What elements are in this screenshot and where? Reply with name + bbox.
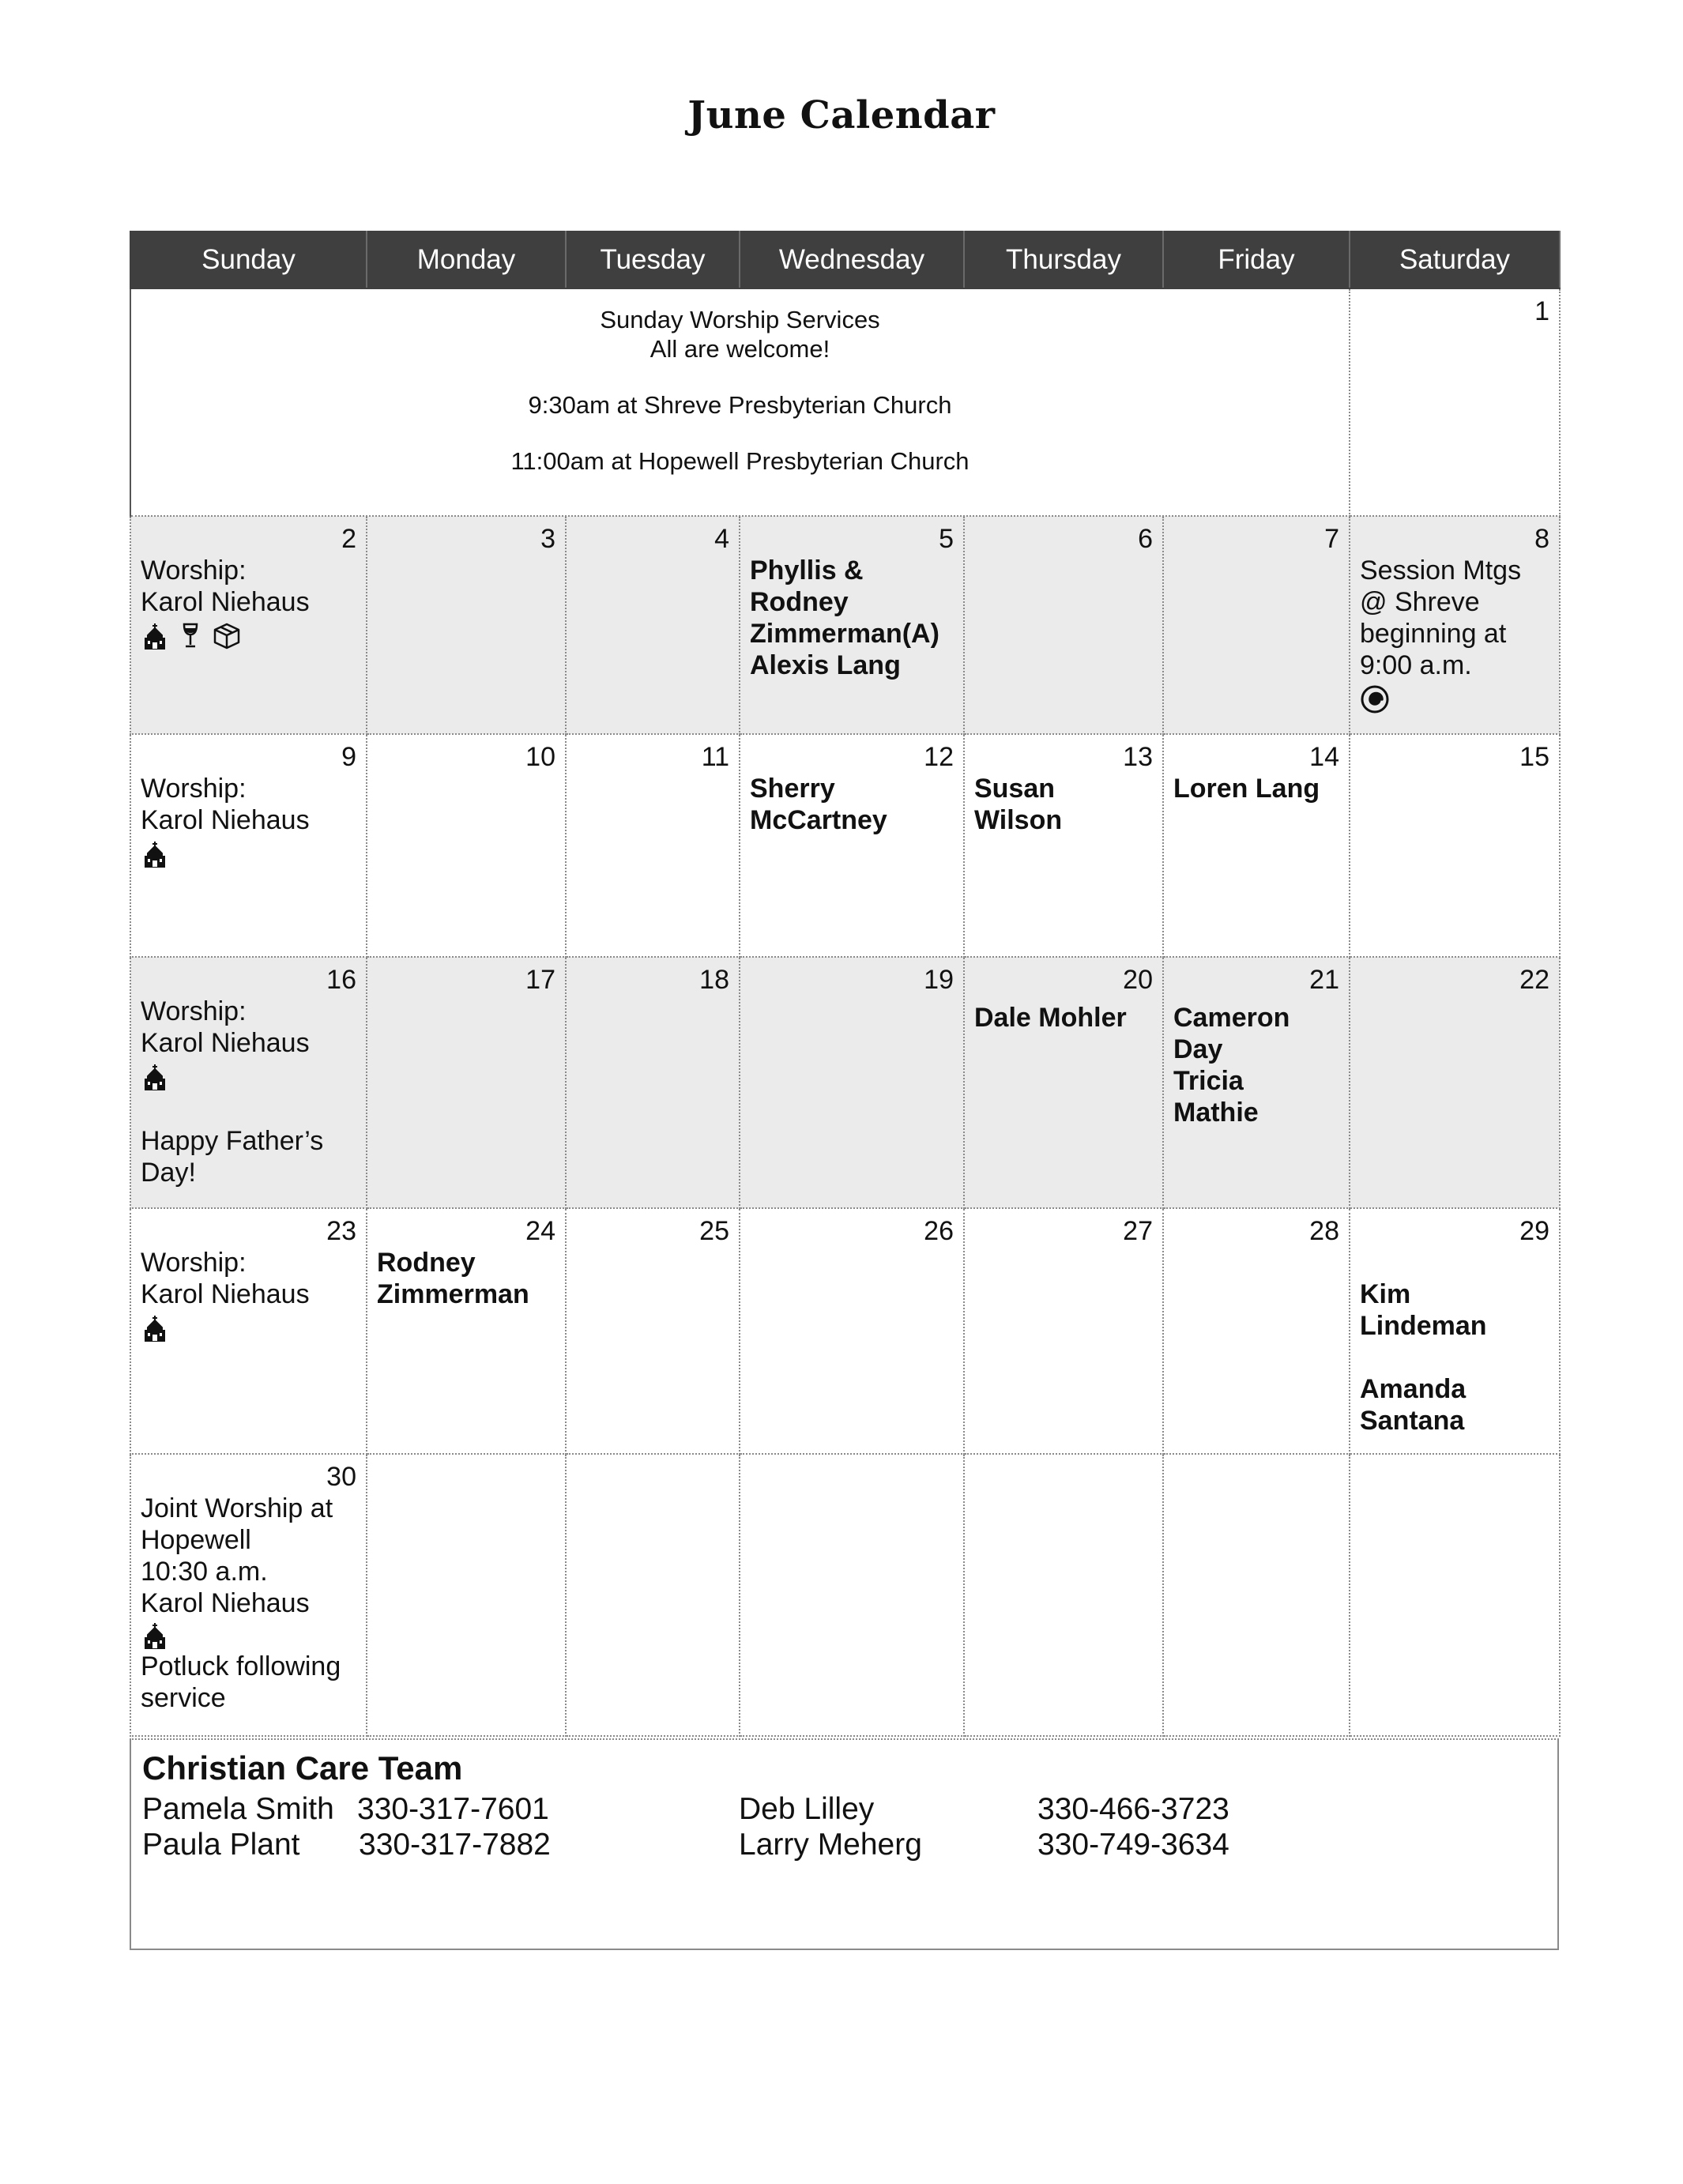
event-text: Karol Niehaus bbox=[141, 1588, 310, 1618]
day-cell bbox=[964, 1208, 1163, 1454]
day-number: 4 bbox=[714, 524, 729, 554]
week-row bbox=[130, 1454, 1560, 1736]
day-number: 19 bbox=[924, 965, 954, 995]
day-number: 26 bbox=[924, 1216, 954, 1246]
day-cell bbox=[964, 1454, 1163, 1736]
birthday-name: Susan bbox=[974, 774, 1056, 804]
page-title: June Calendar bbox=[687, 93, 996, 137]
care-team-title: Christian Care Team bbox=[142, 1749, 463, 1787]
day-cell bbox=[964, 957, 1163, 1208]
weekday-header: Monday bbox=[367, 232, 566, 288]
birthday-name: Amanda bbox=[1360, 1374, 1467, 1404]
day-number: 29 bbox=[1519, 1216, 1549, 1246]
day-cell bbox=[367, 1208, 566, 1454]
banner-line: 11:00am at Hopewell Presbyterian Church bbox=[510, 447, 970, 475]
day-cell bbox=[130, 1208, 367, 1454]
day-number: 28 bbox=[1309, 1216, 1339, 1246]
event-text: @ Shreve bbox=[1360, 587, 1480, 617]
day-number: 15 bbox=[1519, 742, 1549, 772]
member-name: Pamela Smith bbox=[142, 1792, 334, 1826]
event-text: Karol Niehaus bbox=[141, 805, 310, 835]
birthday-name: Santana bbox=[1360, 1406, 1465, 1436]
day-cell bbox=[740, 1454, 964, 1736]
church-icon bbox=[141, 622, 169, 650]
event-text: Session Mtgs bbox=[1360, 555, 1522, 586]
church-icon bbox=[141, 840, 169, 868]
member-phone: 330-317-7882 bbox=[359, 1828, 551, 1862]
day-cell bbox=[566, 516, 740, 734]
day-number: 17 bbox=[525, 965, 555, 995]
weekday-header: Friday bbox=[1163, 232, 1350, 288]
day-number: 6 bbox=[1138, 524, 1153, 554]
day-number: 16 bbox=[326, 965, 356, 995]
day-number: 27 bbox=[1123, 1216, 1153, 1246]
day-cell bbox=[1163, 957, 1350, 1208]
banner-line: Sunday Worship Services bbox=[600, 306, 880, 333]
day-cell bbox=[130, 1454, 367, 1736]
event-text: Happy Father’s bbox=[141, 1126, 324, 1156]
birthday-name: Lindeman bbox=[1360, 1311, 1487, 1341]
day-cell bbox=[740, 957, 964, 1208]
day-number: 21 bbox=[1309, 965, 1339, 995]
day-cell bbox=[1350, 734, 1560, 957]
event-text: 9:00 a.m. bbox=[1360, 650, 1472, 680]
day-number: 12 bbox=[924, 742, 954, 772]
week-row bbox=[130, 288, 1560, 516]
event-text: Karol Niehaus bbox=[141, 1279, 310, 1309]
day-number: 1 bbox=[1534, 296, 1549, 326]
birthday-name: Loren Lang bbox=[1173, 774, 1320, 804]
birthday-name: Wilson bbox=[974, 805, 1063, 835]
day-number: 30 bbox=[326, 1462, 356, 1492]
day-cell bbox=[566, 957, 740, 1208]
day-number: 25 bbox=[699, 1216, 729, 1246]
day-cell bbox=[1163, 1454, 1350, 1736]
event-text: Joint Worship at bbox=[141, 1493, 333, 1523]
day-cell bbox=[367, 516, 566, 734]
birthday-name: Kim bbox=[1360, 1279, 1411, 1309]
event-text: Worship: bbox=[141, 555, 247, 586]
day-number: 23 bbox=[326, 1216, 356, 1246]
event-text: Day! bbox=[141, 1158, 196, 1188]
weekday-header: Wednesday bbox=[740, 232, 964, 288]
event-text: Worship: bbox=[141, 996, 247, 1026]
day-number: 11 bbox=[701, 742, 729, 772]
weekday-header: Tuesday bbox=[566, 232, 740, 288]
day-cell bbox=[367, 734, 566, 957]
event-text: beginning at bbox=[1360, 619, 1507, 649]
church-icon bbox=[141, 1314, 169, 1342]
member-name: Paula Plant bbox=[142, 1828, 300, 1862]
day-cell bbox=[566, 734, 740, 957]
spiral-icon bbox=[1360, 684, 1390, 714]
banner-line: All are welcome! bbox=[649, 335, 830, 363]
day-number: 3 bbox=[540, 524, 555, 554]
birthday-name: Zimmerman bbox=[377, 1279, 529, 1309]
day-cell bbox=[367, 957, 566, 1208]
birthday-name: Sherry bbox=[750, 774, 835, 804]
event-text: 10:30 a.m. bbox=[141, 1557, 268, 1587]
birthday-name: Phyllis & bbox=[750, 555, 864, 586]
week-row bbox=[130, 516, 1560, 734]
birthday-name: Mathie bbox=[1173, 1098, 1259, 1128]
weekday-header: Sunday bbox=[130, 232, 367, 288]
member-phone: 330-749-3634 bbox=[1037, 1828, 1229, 1862]
church-icon bbox=[141, 1063, 169, 1091]
day-number: 13 bbox=[1123, 742, 1153, 772]
calendar-grid bbox=[130, 231, 1561, 1737]
day-number: 14 bbox=[1309, 742, 1339, 772]
day-cell bbox=[130, 516, 367, 734]
day-cell bbox=[1350, 957, 1560, 1208]
day-cell bbox=[566, 1208, 740, 1454]
care-team-panel bbox=[130, 1738, 1559, 1950]
worship-banner bbox=[130, 288, 1350, 516]
banner-line: 9:30am at Shreve Presbyterian Church bbox=[528, 391, 952, 419]
member-phone: 330-317-7601 bbox=[357, 1792, 549, 1826]
day-cell bbox=[964, 516, 1163, 734]
day-cell bbox=[1163, 516, 1350, 734]
week-row bbox=[130, 957, 1560, 1208]
day-cell bbox=[1350, 288, 1560, 516]
day-number: 20 bbox=[1123, 965, 1153, 995]
event-text: Worship: bbox=[141, 774, 247, 804]
day-cell bbox=[740, 516, 964, 734]
day-cell bbox=[740, 1208, 964, 1454]
day-cell bbox=[1350, 1454, 1560, 1736]
day-cell bbox=[566, 1454, 740, 1736]
member-name: Deb Lilley bbox=[739, 1792, 875, 1826]
birthday-name: Zimmerman(A) bbox=[750, 619, 939, 649]
birthday-name: Day bbox=[1173, 1034, 1223, 1064]
day-cell bbox=[130, 734, 367, 957]
day-number: 5 bbox=[939, 524, 954, 554]
week-row bbox=[130, 1208, 1560, 1454]
weekday-header-row bbox=[130, 232, 1560, 288]
member-phone: 330-466-3723 bbox=[1037, 1792, 1229, 1826]
birthday-name: McCartney bbox=[750, 805, 887, 835]
event-text: Karol Niehaus bbox=[141, 1028, 310, 1058]
birthday-name: Rodney bbox=[750, 587, 849, 617]
birthday-name: Cameron bbox=[1173, 1003, 1290, 1033]
day-cell bbox=[130, 957, 367, 1208]
event-text: Karol Niehaus bbox=[141, 587, 310, 617]
day-number: 2 bbox=[341, 524, 356, 554]
birthday-name: Tricia bbox=[1173, 1066, 1244, 1096]
day-cell bbox=[1163, 734, 1350, 957]
day-number: 9 bbox=[341, 742, 356, 772]
box-icon bbox=[212, 622, 242, 650]
day-cell bbox=[740, 734, 964, 957]
event-text: Hopewell bbox=[141, 1525, 251, 1555]
day-cell bbox=[367, 1454, 566, 1736]
church-icon bbox=[141, 1621, 169, 1650]
day-number: 22 bbox=[1519, 965, 1549, 995]
event-text: Potluck following bbox=[141, 1651, 341, 1681]
day-number: 24 bbox=[525, 1216, 555, 1246]
birthday-name: Alexis Lang bbox=[750, 650, 901, 680]
event-text: Worship: bbox=[141, 1248, 247, 1278]
day-number: 8 bbox=[1534, 524, 1549, 554]
day-number: 18 bbox=[699, 965, 729, 995]
week-row bbox=[130, 734, 1560, 957]
day-cell bbox=[1350, 1208, 1560, 1454]
weekday-header: Saturday bbox=[1350, 232, 1560, 288]
event-text: service bbox=[141, 1683, 226, 1713]
birthday-name: Dale Mohler bbox=[974, 1003, 1127, 1033]
day-number: 10 bbox=[525, 742, 555, 772]
day-number: 7 bbox=[1324, 524, 1339, 554]
day-cell bbox=[1350, 516, 1560, 734]
day-cell bbox=[1163, 1208, 1350, 1454]
member-name: Larry Meherg bbox=[739, 1828, 922, 1862]
day-cell bbox=[964, 734, 1163, 957]
wine-glass-icon bbox=[179, 622, 202, 650]
weekday-header: Thursday bbox=[964, 232, 1163, 288]
birthday-name: Rodney bbox=[377, 1248, 476, 1278]
